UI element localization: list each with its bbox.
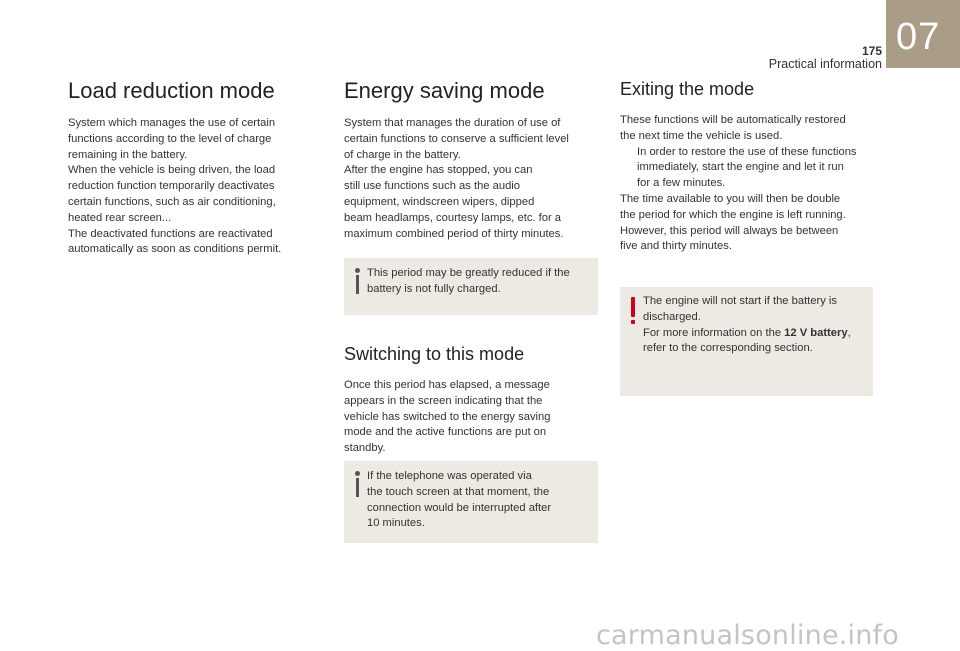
note-line: 10 minutes. (367, 517, 425, 530)
load-reduction-title: Load reduction mode (68, 78, 275, 103)
paragraph-line: automatically as soon as conditions permit. (68, 243, 282, 256)
warning-line: refer to the corresponding section. (643, 342, 813, 355)
note-line: This period may be greatly reduced if the (367, 267, 570, 279)
paragraph-line: After the engine has stopped, you can (344, 164, 533, 177)
bullet-line: immediately, start the engine and let it run (637, 161, 844, 174)
page-number: 175 (861, 44, 882, 58)
paragraph-line: remaining in the battery. (68, 148, 188, 161)
exiting-section (620, 78, 882, 255)
paragraph-line: standby. (344, 442, 386, 455)
note-line: connection would be interrupted after (367, 501, 552, 514)
load-reduction-section (68, 78, 318, 258)
paragraph-line: certain functions, such as air conditioning, (68, 195, 276, 208)
note-line: the touch screen at that moment, the (367, 485, 550, 498)
paragraph-line: When the vehicle is being driven, the load (68, 164, 276, 177)
note-line: If the telephone was operated via (367, 470, 532, 482)
paragraph-line: still use functions such as the audio (344, 180, 520, 193)
paragraph-line: the period for which the engine is left running. (620, 208, 846, 221)
paragraph-line: five and thirty minutes. (620, 240, 732, 253)
paragraph-line: Once this period has elapsed, a message (344, 379, 550, 391)
watermark: carmanualsonline.info (596, 620, 899, 651)
paragraph-line: However, this period will always be between (620, 224, 839, 237)
paragraph-line: certain functions to conserve a sufficient level (344, 132, 569, 145)
energy-saving-title: Energy saving mode (344, 78, 545, 103)
paragraph-line: maximum combined period of thirty minutes. (344, 227, 564, 240)
energy-saving-section (344, 78, 604, 242)
chapter-number: 07 (896, 16, 941, 58)
battery-link-text: 12 V battery (784, 326, 848, 339)
warning-icon (628, 297, 640, 325)
paragraph-line: of charge in the battery. (344, 148, 461, 161)
paragraph-line: functions according to the level of charge (68, 132, 272, 145)
warning-more-line (643, 326, 851, 342)
bullet-line: In order to restore the use of these functions (637, 145, 857, 158)
paragraph-line: beam headlamps, courtesy lamps, etc. for a (344, 211, 562, 224)
info-icon (352, 471, 364, 497)
info-note-box (344, 461, 598, 543)
warning-more-suffix: , (847, 326, 851, 339)
paragraph-line: System that manages the duration of use of (344, 117, 561, 129)
warning-line: discharged. (643, 310, 701, 323)
info-note-box (344, 258, 598, 315)
bullet-line: for a few minutes. (637, 177, 726, 190)
paragraph-line: These functions will be automatically restored (620, 114, 846, 126)
paragraph-line: The deactivated functions are reactivated (68, 227, 273, 240)
paragraph-line: mode and the active functions are put on (344, 426, 547, 439)
paragraph-line: vehicle has switched to the energy saving (344, 410, 551, 423)
switching-title: Switching to this mode (344, 344, 525, 364)
bullet-item (620, 145, 882, 192)
warning-more-prefix: For more information on the (643, 326, 785, 339)
paragraph-line: appears in the screen indicating that the (344, 394, 543, 407)
chapter-tab (886, 0, 960, 68)
chapter-title: Practical information (768, 57, 882, 71)
warning-line: The engine will not start if the battery is (643, 295, 838, 307)
paragraph-line: The time available to you will then be double (620, 192, 841, 205)
warning-note-box (620, 287, 873, 396)
paragraph-line: reduction function temporarily deactivates (68, 180, 275, 193)
paragraph-line: System which manages the use of certain (68, 117, 276, 129)
note-line: battery is not fully charged. (367, 282, 501, 295)
paragraph-line: heated rear screen... (68, 211, 172, 224)
switching-section (344, 343, 604, 457)
paragraph-line: equipment, windscreen wipers, dipped (344, 195, 535, 208)
paragraph-line: the next time the vehicle is used. (620, 129, 783, 142)
exiting-title: Exiting the mode (620, 79, 755, 99)
info-icon (352, 268, 364, 294)
